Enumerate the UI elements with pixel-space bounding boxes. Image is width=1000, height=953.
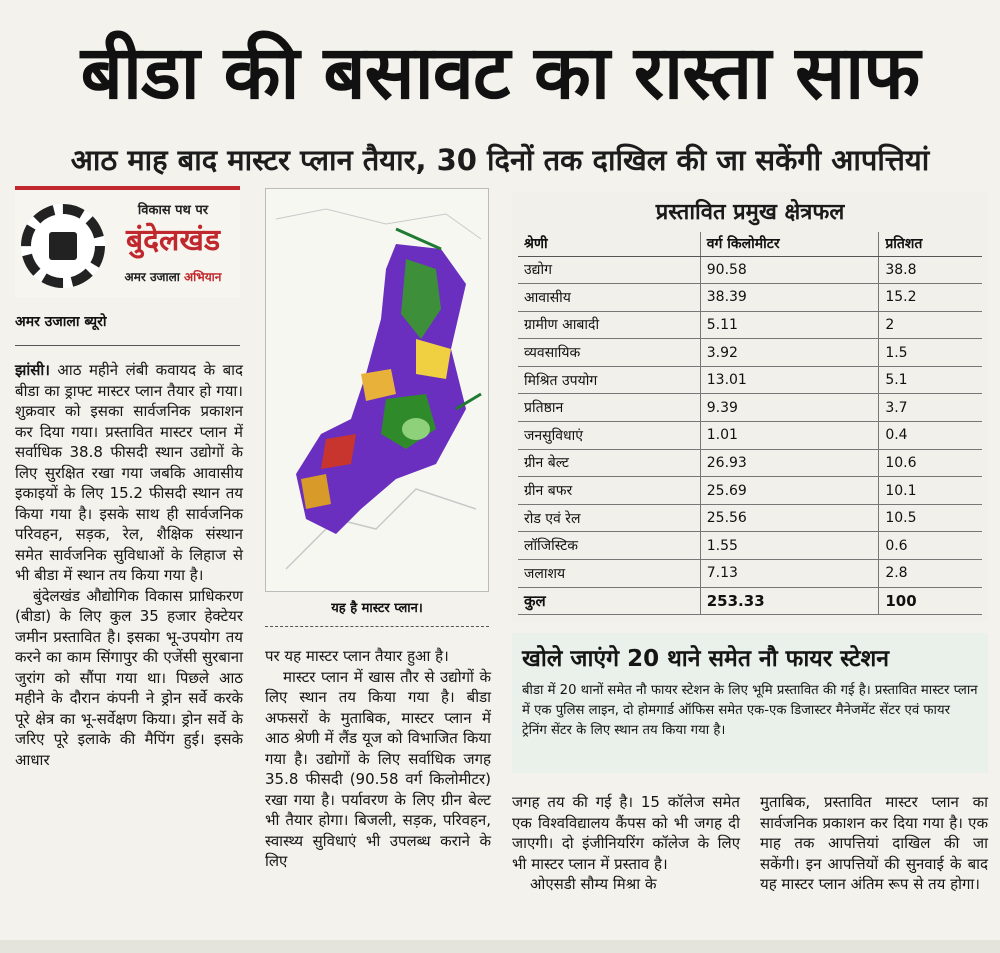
column1-para2: बुंदेलखंड औद्योगिक विकास प्राधिकरण (बीडा) के लिए कुल 35 हजार हेक्टेयर जमीन प्रस्तावित है। इसका भू-उपयोग तय करने का काम सिंगापुर की एजेंसी सुरबाना जुरांग को सौंपा गया था। पिछले आठ महीने के दौरान कंपनी ने ड्रोन सर्वे करके पूरे क्षेत्र का भू-सर्वेक्षण किया। ड्रोन सर्वे के जरिए पूरे इलाके की मैपिंग हुई। इसके आधार [15, 586, 243, 769]
campaign-logo [15, 186, 240, 298]
article-column-1 [15, 360, 243, 770]
master-plan-map [265, 188, 489, 592]
table-row [518, 256, 982, 284]
table-cell-sqkm: 38.39 [700, 284, 879, 312]
table-cell-category: उद्योग [518, 256, 700, 284]
table-cell-sqkm: 25.69 [700, 477, 879, 505]
table-header-percent: प्रतिशत [879, 232, 982, 256]
table-total-label: कुल [518, 587, 700, 615]
table-header-sqkm: वर्ग किलोमीटर [700, 232, 879, 256]
table-header-category: श्रेणी [518, 232, 700, 256]
table-row [518, 366, 982, 394]
table-cell-category: मिश्रित उपयोग [518, 366, 700, 394]
table-row [518, 532, 982, 560]
logo-tagline: विकास पथ पर [137, 203, 209, 218]
table-cell-category: रोड एवं रेल [518, 504, 700, 532]
table-cell-percent: 1.5 [879, 339, 982, 367]
table-cell-percent: 2 [879, 311, 982, 339]
column2-para2: मास्टर प्लान में खास तौर से उद्योगों के लिए स्थान तय किया गया है। बीडा अफसरों के मुताबिक, मास्टर प्लान में आठ श्रेणी में लैंड यूज को विभाजित किया गया है। उद्योगों के लिए सर्वाधिक जगह 35.8 फीसदी (90.58 वर्ग किलोमीटर) रखा गया है। पर्यावरण के लिए ग्रीन बेल्ट भी तैयार होगा। बिजली, सड़क, परिवहन, स्वास्थ्य सुविधाएं भी उपलब्ध कराने के लिए [265, 667, 491, 870]
bottom-edge-strip [0, 940, 1000, 953]
table-total-percent: 100 [879, 587, 982, 615]
table-cell-category: ग्रीन बेल्ट [518, 449, 700, 477]
article-column-4 [760, 792, 988, 895]
column3-text: जगह तय की गई है। 15 कॉलेज समेत एक विश्वविद्यालय कैंपस को भी जगह दी जाएगी। दो इंजीनियरिंग कॉलेज के लिए भी मास्टर प्लान में प्रस्ताव है। [512, 793, 740, 873]
table-cell-category: लॉजिस्टिक [518, 532, 700, 560]
table-cell-percent: 15.2 [879, 284, 982, 312]
column4-text: मुताबिक, प्रस्तावित मास्टर प्लान का सार्वजनिक प्रकाशन कर दिया गया है। एक माह तक आपत्तियां दाखिल की जा सकेंगी। इन आपत्तियों की सुनवाई के बाद यह मास्टर प्लान अंतिम रूप से तय होगा। [760, 793, 988, 893]
fire-station-box [512, 633, 988, 773]
table-cell-percent: 2.8 [879, 560, 982, 588]
table-cell-sqkm: 7.13 [700, 560, 879, 588]
logo-subtitle [109, 268, 237, 285]
byline: अमर उजाला ब्यूरो [15, 312, 240, 346]
table-cell-percent: 0.6 [879, 532, 982, 560]
table-cell-sqkm: 90.58 [700, 256, 879, 284]
table-cell-percent: 3.7 [879, 394, 982, 422]
table-header-row [518, 232, 982, 256]
table-row [518, 504, 982, 532]
logo-title: बुंदेलखंड [126, 223, 220, 258]
map-caption: यह है मास्टर प्लान। [265, 598, 489, 627]
table-cell-sqkm: 5.11 [700, 311, 879, 339]
table-cell-sqkm: 1.55 [700, 532, 879, 560]
column2-para1: पर यह मास्टर प्लान तैयार हुआ है। [265, 647, 449, 665]
subheadline: आठ माह बाद मास्टर प्लान तैयार, 30 दिनों तक दाखिल की जा सकेंगी आपत्तियां [70, 143, 930, 177]
table-cell-category: व्यवसायिक [518, 339, 700, 367]
fire-box-title: खोले जाएंगे 20 थाने समेत नौ फायर स्टेशन [522, 646, 890, 672]
table-row [518, 311, 982, 339]
headline: बीडा की बसावट का रास्ता साफ [80, 30, 920, 116]
column3-tail: ओएसडी सौम्य मिश्रा के [530, 875, 657, 893]
dateline: झांसी। [15, 361, 50, 379]
table-cell-percent: 0.4 [879, 422, 982, 450]
area-table [518, 232, 982, 615]
table-cell-percent: 38.8 [879, 256, 982, 284]
table-row [518, 394, 982, 422]
table-cell-category: आवासीय [518, 284, 700, 312]
table-cell-sqkm: 9.39 [700, 394, 879, 422]
area-table-box [512, 192, 988, 622]
table-cell-percent: 10.6 [879, 449, 982, 477]
table-cell-sqkm: 13.01 [700, 366, 879, 394]
table-cell-sqkm: 1.01 [700, 422, 879, 450]
fire-box-body: बीडा में 20 थानों समेत नौ फायर स्टेशन के लिए भूमि प्रस्तावित की गई है। प्रस्तावित मास्टर प्लान में एक पुलिस लाइन, दो होमगार्ड ऑफिस समेत एक-एक डिजास्टर मैनेजमेंट सेंटर एवं फायर ट्रेनिंग सेंटर के लिए स्थान तय किया गया है। [522, 683, 978, 738]
factory-gear-icon [21, 204, 105, 288]
table-row [518, 422, 982, 450]
table-cell-percent: 5.1 [879, 366, 982, 394]
table-cell-category: प्रतिष्ठान [518, 394, 700, 422]
table-cell-sqkm: 26.93 [700, 449, 879, 477]
column1-para1: आठ महीने लंबी कवायद के बाद बीडा का ड्राफ्ट मास्टर प्लान तैयार हो गया। शुक्रवार को इसका सार्वजनिक प्रकाशन कर दिया गया। प्रस्तावित मास्टर प्लान में सर्वाधिक 38.8 फीसदी स्थान उद्योगों के लिए सुरक्षित रखा गया जबकि आवासीय इकाइयों के लिए 15.2 फीसदी स्थान तय किया गया है। इसके साथ ही सार्वजनिक परिवहन, सड़क, रेल, शैक्षिक संस्थान समेत सार्वजनिक सुविधाओं के लिहाज से भी बीडा में स्थान तय किया गया है। [15, 361, 243, 584]
master-plan-map-graphic [266, 189, 489, 592]
table-cell-category: जनसुविधाएं [518, 422, 700, 450]
table-row [518, 449, 982, 477]
logo-sub-highlight: अभियान [184, 270, 222, 284]
table-cell-sqkm: 25.56 [700, 504, 879, 532]
table-cell-category: जलाशय [518, 560, 700, 588]
table-cell-sqkm: 3.92 [700, 339, 879, 367]
article-column-3 [512, 792, 740, 895]
table-cell-category: ग्रामीण आबादी [518, 311, 700, 339]
table-row [518, 477, 982, 505]
article-column-2 [265, 646, 491, 872]
logo-sub-prefix: अमर उजाला [124, 270, 180, 284]
table-total-row [518, 587, 982, 615]
table-total-sqkm: 253.33 [700, 587, 879, 615]
table-row [518, 339, 982, 367]
table-cell-percent: 10.5 [879, 504, 982, 532]
table-row [518, 560, 982, 588]
table-title: प्रस्तावित प्रमुख क्षेत्रफल [655, 200, 845, 225]
table-cell-percent: 10.1 [879, 477, 982, 505]
table-cell-category: ग्रीन बफर [518, 477, 700, 505]
table-row [518, 284, 982, 312]
